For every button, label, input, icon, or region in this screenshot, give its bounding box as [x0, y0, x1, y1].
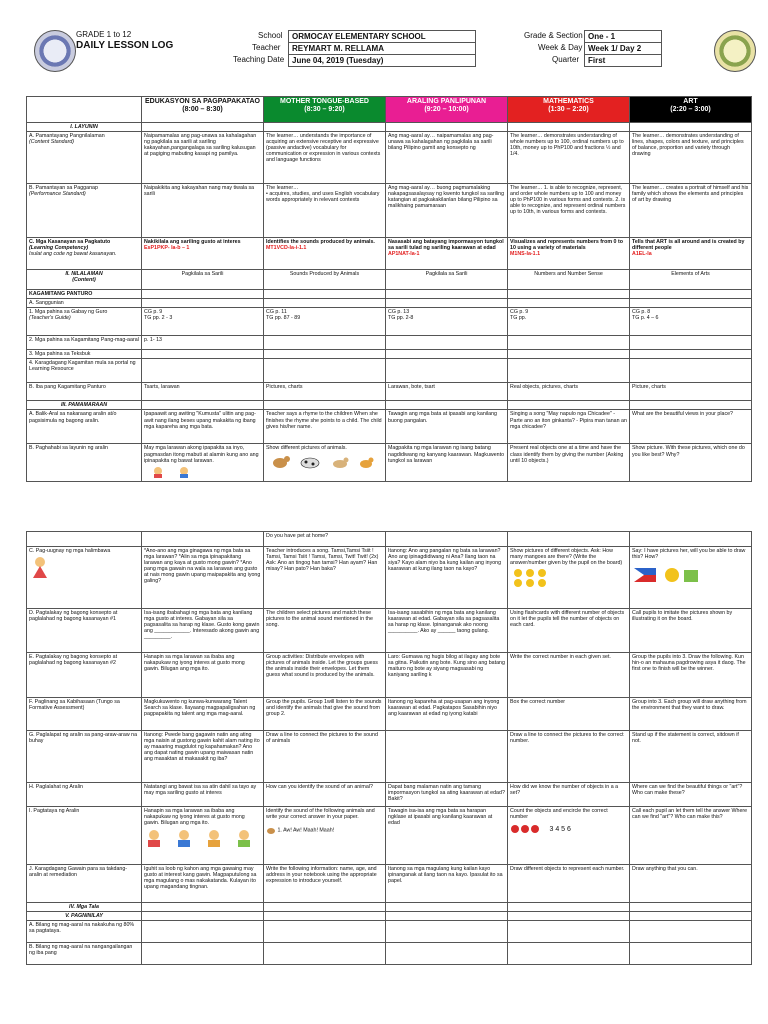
paglalahat-esp: Natatangi ang bawat isa sa atin dahil sa tayo ay may mga sariling gusto at interes — [142, 783, 264, 807]
materials-esp: Tsarts, larawan — [142, 383, 264, 401]
content-standard-label: A. Pamantayang Pangnilalaman (Content Standard) — [27, 132, 142, 184]
competency-row — [27, 238, 752, 270]
konsepto2-row — [27, 653, 752, 698]
balik-aral-row — [27, 410, 752, 444]
paglalahat-art: Where can we find the beautiful things or "art"? Who can make these? — [630, 783, 752, 807]
materials-mtb: Pictures, charts — [264, 383, 386, 401]
school-seal-icon — [34, 30, 76, 72]
competency-mtb: Identifies the sounds produced by animals. MT1VCD-Ia-i-1.1 — [264, 238, 386, 270]
reflection-b-label: B. Bilang ng mag-aaral na nangangailangan ng iba pang — [27, 943, 142, 965]
tg-ap: CG p. 13 TG pp. 2-8 — [386, 308, 508, 336]
teacher-value: REYMART M. RELLAMA — [288, 42, 476, 55]
lesson-table-1 — [26, 96, 752, 482]
subject-art: ART (2:20 – 3:00) — [630, 97, 752, 123]
learners-material-row — [27, 336, 752, 350]
layunin-heading: I. LAYUNIN — [27, 123, 142, 132]
textbook-label: 3. Mga pahina sa Teksbuk — [27, 350, 142, 359]
konsepto1-mtb: The children select pictures and match these pictures to the animal sound mentioned in the song. — [264, 609, 386, 653]
konsepto1-ap: Isa-isang sasabihin ng mga bata ang kanilang kaarawan at edad. Gabayan sila sa pagsasalita sa harap ng klase. Ipinanganak ako noong __________. Ako ay ______ taong gulang. — [386, 609, 508, 653]
materials-ap: Larawan, bote, tsart — [386, 383, 508, 401]
content-standard-math: The learner… demonstrates understanding of whole numbers up to 100, ordinal numbers up to 10th, money up to PhP100 and fractions ½ and 1/4. — [508, 132, 630, 184]
number-choices: 3 4 5 6 — [549, 825, 571, 833]
materials-math: Real objects, pictures, charts — [508, 383, 630, 401]
reflection-a-row — [27, 921, 752, 943]
pagtataya-esp: Hanapin sa mga larawan sa ibaba ang nakapukaw ng iyong interes at gusto mong gawin. Bilugan ang mga ito. — [142, 807, 264, 865]
mangoes-illustration — [510, 568, 560, 588]
paghahabi-esp: May mga larawan akong ipapakita sa inyo, pagmasdan itong mabuti at alamin kung ano ang ipinapakita ng bawat larawan. — [142, 444, 264, 482]
pag-uugnay-ap: Itanong: Ano ang pangalan ng bata sa larawan? Ano ang ipinagdidiwang ni Ana? Ilang taon na siya? Kayo alam niyo ba kung kailan ang inyong kaarawan at kung ilang taon na kayo? — [386, 547, 508, 609]
layunin-row — [27, 123, 752, 132]
teachers-guide-row — [27, 308, 752, 336]
content-standard-esp: Naipamamalas ang pag-unawa sa kahalagahan ng pagkilala sa sarili at sariling kakayahan,pangangalaga sa sariling kalusugan at pagiging mabuting kasapi ng pamilya. — [142, 132, 264, 184]
pagtataya-row — [27, 807, 752, 865]
lm-esp: p. 1- 13 — [142, 336, 264, 350]
other-materials-label: B. Iba pang Kagamitang Panturo — [27, 383, 142, 401]
paghahabi-ap: Magpakita ng mga larawan ng isang batang nagdidiwang ng kanyang kaarawan. Magkuwento tungkol sa larawan — [386, 444, 508, 482]
strawberries-icon — [510, 824, 542, 834]
takdang-aralin-mtb: Write the following information: name, age, and address in your notebook using the appropriate expression to introduce yourself. — [264, 865, 386, 903]
dog-icon — [266, 826, 276, 834]
pag-uugnay-row — [27, 547, 752, 609]
document-title: DAILY LESSON LOG — [76, 40, 174, 51]
takdang-aralin-art: Draw anything that you can. — [630, 865, 752, 903]
tg-mtb: CG p. 11 TG pp. 87 - 89 — [264, 308, 386, 336]
kabihasaan-math: Box the correct number — [508, 698, 630, 731]
quarter-value: First — [584, 54, 662, 67]
balik-aral-label: A. Balik-Aral sa nakaraang aralin at/o pagsisimula ng bagong aralin. — [27, 410, 142, 444]
competency-label: C. Mga Kasanayan sa Pagkatuto (Learning Competency) Isulat ang code ng bawat kasanayan. — [27, 238, 142, 270]
performance-standard-label: B. Pamantayan sa Pagganap (Performance Standard) — [27, 184, 142, 238]
lesson-log-page-2 — [26, 531, 751, 965]
kids-activity-illustration — [144, 466, 204, 478]
school-value: ORMOCAY ELEMENTARY SCHOOL — [288, 30, 476, 43]
kabihasaan-row — [27, 698, 752, 731]
content-standard-mtb: The learner… understands the importance of acquiring an extensive receptive and expressive (passive andactive) vocabulary for communication or expression in various contexts and language functions — [264, 132, 386, 184]
lr-portal-row — [27, 359, 752, 383]
lesson-log-page-1 — [26, 30, 751, 482]
pag-uugnay-mtb: Teacher introduces a song. Tamsi,Tamsi Tsiit ! Tamsi, Tamsi Tsiit ! Tamsi, Tamsi, Twit! Twit! (2x) Ask: Ano an tingog han tamsi? Han ayam? Han misay? Han pato? Han baka? — [264, 547, 386, 609]
paglalapat-esp: Itanong: Pwede bang gagawin natin ang ating mga naisin at gustong gawin kahit alam nating ito ay maaaring magdulot ng kapahamakan? Ano ang dapat nating gawin upang maiwasan natin ang masaktan at makasakit ng iba? — [142, 731, 264, 783]
pagninilay-heading: V. PAGNINILAY — [27, 912, 142, 921]
reflection-b-row — [27, 943, 752, 965]
teaching-date-label: Teaching Date — [233, 55, 285, 64]
kabihasaan-ap: Itanong ng kapareha at pag-usapan ang inyong kaarawan at edad. Pagkatapos Sasabihin niyo ang kaarawan at edad ng iyong katabi — [386, 698, 508, 731]
tg-esp: CG p. 9 TG pp. 2 - 3 — [142, 308, 264, 336]
paghahabi-label: B. Paghahabi sa layunin ng aralin — [27, 444, 142, 482]
competency-esp: Nakikilala ang sariling gusto at interes EsP1PKP- Ia-b – 1 — [142, 238, 264, 270]
performance-standard-mtb: The learner… • acquires, studies, and uses English vocabulary words appropriately in relevant contexts — [264, 184, 386, 238]
other-materials-row — [27, 383, 752, 401]
learners-material-label: 2. Mga pahina sa Kagamitang Pang-mag-aaral — [27, 336, 142, 350]
performance-standard-esp: Naipakikita ang kakayahan nang may tiwala sa sarili — [142, 184, 264, 238]
textbook-row — [27, 350, 752, 359]
pag-uugnay-esp: *Ano-ano ang mga ginagawa ng mga bata sa mga larawan? *Alin sa mga ipinapakitang larawan ang kaya at gusto mong gawin? *Ano pang mga gawain na wala sa larawan ang gusto at nais mong gawin upang maipapakita ang iyong galing? — [142, 547, 264, 609]
grade-section-label: Grade & Section — [524, 31, 583, 40]
subject-ap: ARALING PANLIPUNAN (9:20 – 10:00) — [386, 97, 508, 123]
paglalapat-math: Draw a line to connect the pictures to the correct number. — [508, 731, 630, 783]
kagamitan-heading: KAGAMITANG PANTURO — [27, 290, 142, 299]
takdang-aralin-label: J. Karagdagang Gawain para sa takdang-aralin at remediation — [27, 865, 142, 903]
konsepto2-mtb: Group activities: Distribute envelopes with pictures of animals inside. Let the groups guess the animals inside their envelopes. Let them guess what sound is produced by the animals. — [264, 653, 386, 698]
konsepto1-esp: Isa-isang ibabahagi ng mga bata ang kanilang mga gusto at interes. Gabayan sila sa pagsasalita sa harap ng klase. Gusto kong gawin ang ____________. Interesado akong gawin ang _________. — [142, 609, 264, 653]
content-esp: Pagkilala sa Sarili — [142, 270, 264, 290]
activities-illustration — [144, 828, 254, 848]
content-standard-art: The learner… demonstrates understanding of lines, shapes, colors and texture, and principles of balance, proportion and variety through drawing — [630, 132, 752, 184]
content-math: Numbers and Number Sense — [508, 270, 630, 290]
animals-illustration — [266, 454, 376, 470]
konsepto1-art: Call pupils to imitate the pictures shown by illustrating it on the board. — [630, 609, 752, 653]
deped-seal-icon — [714, 30, 756, 72]
paglalahat-math: How did we know the number of objects in a a set? — [508, 783, 630, 807]
takdang-aralin-ap: Itanong sa mga magulang kung kailan kayo ipinanganak at ilang taon na kayo. Ipasulat ito sa papel. — [386, 865, 508, 903]
pag-uugnay-art: Say: I have pictures her, will you be able to draw this? How? — [630, 547, 752, 609]
balik-aral-art: What are the beautiful views in your place? — [630, 410, 752, 444]
content-standard-row — [27, 132, 752, 184]
quarter-label: Quarter — [552, 55, 580, 64]
paghahabi-art: Show picture. With these pictures, which one do you like best? Why? — [630, 444, 752, 482]
kagamitan-row — [27, 290, 752, 299]
pagtataya-label: I. Pagtataya ng Aralin — [27, 807, 142, 865]
konsepto2-ap: Laro: Gumawa ng hugis bilog at ilagay ang bote sa gitna. Paikutin ang bote. Kung sino ang batang maituro ng bote ay siyang magsasabi ng kaniyang sariling k — [386, 653, 508, 698]
tg-math: CG p. 9 TG pp. — [508, 308, 630, 336]
art-samples-illustration — [632, 562, 702, 588]
balik-aral-mtb: Teacher says a rhyme to the children When she finishes the rhyme she points to a child. The child gives his/her name. — [264, 410, 386, 444]
pagtataya-mtb: Identify the sound of the following animals and write your correct answer in your paper. 1. Aw! Aw! Maah! Maah! — [264, 807, 386, 865]
balik-aral-esp: Ipapaawit ang awiting "Kumusta" ulitin ang pag-awit nang ilang beses upang makakita ng ibang mga kapareha ang mga bata. — [142, 410, 264, 444]
nilalaman-heading: II. NILALAMAN (Content) — [27, 270, 142, 290]
konsepto2-math: Write the correct number in each given set. — [508, 653, 630, 698]
pagtataya-art: Call each pupil an let them tell the answer Where can we find "art"? Who can make this? — [630, 807, 752, 865]
competency-ap: Nasasabi ang batayang impormasyon tungkol sa sarili tulad ng sariling kaarawan at edad AP1NAT-Ia-1 — [386, 238, 508, 270]
paglalahat-mtb: How can you identify the sound of an animal? — [264, 783, 386, 807]
teaching-date-value: June 04, 2019 (Tuesday) — [288, 54, 476, 67]
grade-section-value: One - 1 — [584, 30, 662, 43]
subject-math: MATHEMATICS (1:30 – 2:20) — [508, 97, 630, 123]
paglalahat-label: H. Paglalahat ng Aralin — [27, 783, 142, 807]
content-art: Elements of Arts — [630, 270, 752, 290]
takdang-aralin-math: Draw different objects to represent each number. — [508, 865, 630, 903]
teacher-label: Teacher — [252, 43, 281, 52]
performance-standard-ap: Ang mag-aaral ay… buong pagmamalaking nakapagsasalaysay ng kwento tungkol sa sariling katangian at pagkakakilanlan bilang Pilipino sa malikhaing pamamaraan — [386, 184, 508, 238]
teachers-guide-label: 1. Mga pahina sa Gabay ng Guro (Teacher's Guide) — [27, 308, 142, 336]
animal-sounds-item: 1. Aw! Aw! Maah! Maah! — [266, 826, 383, 834]
paglalapat-art: Stand up if the statement is correct, sitdown if not. — [630, 731, 752, 783]
reflection-a-label: A. Bilang ng mag-aaral na nakakuha ng 80% sa pagtataya. — [27, 921, 142, 943]
tala-heading: IV. Mga Tala — [27, 903, 142, 912]
girl-illustration — [29, 556, 51, 578]
tala-row — [27, 903, 752, 912]
paglalapat-row — [27, 731, 752, 783]
content-ap: Pagkilala sa Sarili — [386, 270, 508, 290]
content-standard-ap: Ang mag-aaral ay… naipamamalas ang pag-unawa sa kahalagahan ng pagkilala sa sarili bilang Pilipino gamit ang konsepto ng — [386, 132, 508, 184]
week-day-value: Week 1/ Day 2 — [584, 42, 662, 55]
performance-standard-math: The learner… 1. is able to recognize, represent, and order whole numbers up to 100 and money up to PhP100 in various forms and contexts. 2. is able to recognize, and represent ordinal numbers up to 10th, in various forms and contexts. — [508, 184, 630, 238]
kabihasaan-art: Group into 3. Each group will draw anything from the environment that they want to draw. — [630, 698, 752, 731]
pagtataya-ap: Tawagin isa-isa ang mga bata sa harapan ngklase at ipasabi ang kanilang kaarawan at edad — [386, 807, 508, 865]
sanggunian-label: A. Sanggunian — [27, 299, 142, 308]
subject-header-row — [27, 97, 752, 123]
week-day-label: Week & Day — [538, 43, 583, 52]
pamamaraan-row — [27, 401, 752, 410]
pag-uugnay-math: Show pictures of different objects. Ask: How many mangoes are there? (Write the answer/number given by the pupil on the board) — [508, 547, 630, 609]
pag-uugnay-label: C. Pag-uugnay ng mga halimbawa — [27, 547, 142, 609]
sanggunian-row — [27, 299, 752, 308]
competency-art: Tells that ART is all around and is created by different people A1EL-Ia — [630, 238, 752, 270]
materials-art: Picture, charts — [630, 383, 752, 401]
paglalapat-mtb: Draw a line to connect the pictures to the sound of animals — [264, 731, 386, 783]
header — [26, 30, 751, 96]
subject-esp: EDUKASYON SA PAGPAPAKATAO (8:00 – 8:30) — [142, 97, 264, 123]
content-mtb: Sounds Produced by Animals — [264, 270, 386, 290]
lesson-table-2 — [26, 531, 752, 965]
pamamaraan-heading: III. PAMAMARAAN — [27, 401, 142, 410]
pagtataya-math: Count the objects and encircle the correct number 3 4 5 6 — [508, 807, 630, 865]
pagninilay-row — [27, 912, 752, 921]
paghahabi-row — [27, 444, 752, 482]
takdang-aralin-esp: Iguhit sa loob ng kahon ang mga gawaing may gusto at interest kang gawin. Magpaputulong sa mga magulang o mas nakakatanda. Kulayan ito upang magandang tingnan. — [142, 865, 264, 903]
paglalahat-ap: Dapat bang malaman natin ang tamang impormasyon tungkol sa ating kaarawan at edad? Bakit? — [386, 783, 508, 807]
competency-math: Visualizes and represents numbers from 0 to 10 using a variety of materials M1NS-Ia-1.1 — [508, 238, 630, 270]
balik-aral-ap: Tawagin ang mga bata at ipasabi ang kanilang buong pangalan. — [386, 410, 508, 444]
grade-range: GRADE 1 to 12 — [76, 30, 132, 39]
konsepto2-label: E. Pagtalakay ng bagong konsepto at paglalahad ng bagong kasanayan #2 — [27, 653, 142, 698]
konsepto1-math: Using flashcards with different number of objects on it let the pupils tell the number of objects on each card. — [508, 609, 630, 653]
nilalaman-row — [27, 270, 752, 290]
continuation-mtb: Do you have pet at home? — [264, 532, 386, 547]
tg-art: CG p. 8 TG p. 4 – 6 — [630, 308, 752, 336]
lr-portal-label: 4. Karagdagang Kagamitan mula sa portal ng Learning Resource — [27, 359, 142, 383]
paglalahat-row — [27, 783, 752, 807]
balik-aral-math: Singing a song "May napulo nga Chicadee" -Parte ano an iton ginkanta? - Pipira man tanan an mga chicadee? — [508, 410, 630, 444]
paglalapat-ap — [386, 731, 508, 783]
paghahabi-math: Present real objects one at a time and have the class identify them by giving the number (Asking until 10 objects.) — [508, 444, 630, 482]
konsepto1-row — [27, 609, 752, 653]
paghahabi-mtb: Show different pictures of animals. — [264, 444, 386, 482]
count-objects-item — [510, 824, 627, 834]
school-label: School — [258, 31, 283, 40]
performance-standard-art: The learner… creates a portrait of himself and his family which shows the elements and principles of art by drawing — [630, 184, 752, 238]
kabihasaan-mtb: Group the pupils. Group 1will listen to the sounds and identify the animals that give the sound from group 2. — [264, 698, 386, 731]
kabihasaan-label: F. Paglinang sa Kabihasaan (Tungo sa Formative Assessment) — [27, 698, 142, 731]
performance-standard-row — [27, 184, 752, 238]
takdang-aralin-row — [27, 865, 752, 903]
kabihasaan-esp: Magkukuwento ng kunwa-kunwarang Talent Search sa klase. Ilayaang magpapaligsahan ng pagpapakita ng talent ang mga mag-aaral. — [142, 698, 264, 731]
konsepto2-esp: Hanapin sa mga larawan sa ibaba ang nakapukaw ng iyong interes at gusto mong gawin. Bilugan ang mga ito. — [142, 653, 264, 698]
continuation-row — [27, 532, 752, 547]
subject-mtb: MOTHER TONGUE-BASED (8:30 – 9:20) — [264, 97, 386, 123]
blank-corner — [27, 97, 142, 123]
paglalapat-label: G. Paglalapat ng aralin sa pang-araw-araw na buhay — [27, 731, 142, 783]
konsepto2-art: Group the pupils into 3. Draw the following. Kun hin-o an mahauna pagdrowing asya it daog. The first one to finish will be the winner. — [630, 653, 752, 698]
konsepto1-label: D. Pagtalakay ng bagong konsepto at paglalahad ng bagong kasanayan #1 — [27, 609, 142, 653]
